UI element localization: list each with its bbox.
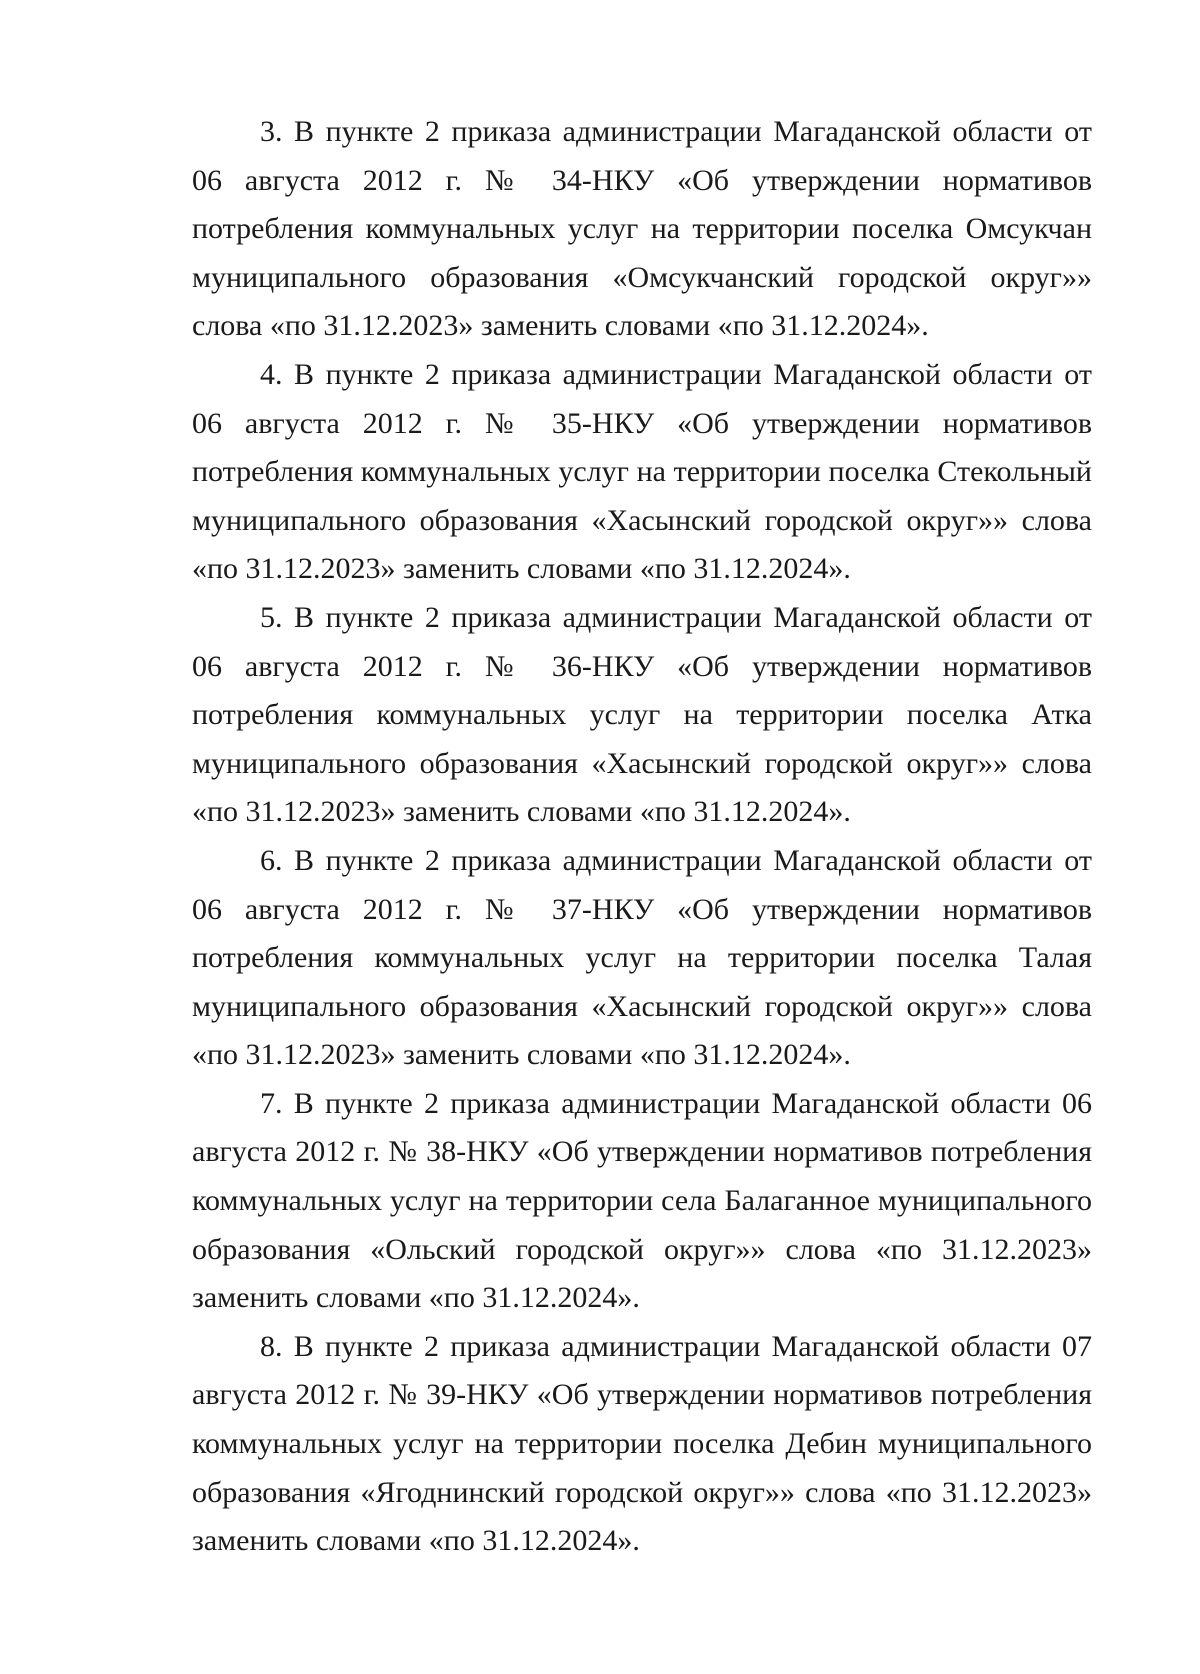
document-body xyxy=(192,108,1092,1566)
clause-4: 4. В пункте 2 приказа администрации Магаданской области от 06 августа 2012 г. № 35-НКУ «Об утверждении нормативов потребления коммунальных услуг на территории поселка Стекольный муниципального образования «Хасынский городской округ»» слова «по 31.12.2023» заменить словами «по 31.12.2024». xyxy=(192,357,1092,586)
clause-8: 8. В пункте 2 приказа администрации Магаданской области 07 августа 2012 г. № 39-НКУ «Об утверждении нормативов потребления коммунальных услуг на территории поселка Дебин муниципального образования «Ягоднинский городской округ»» слова «по 31.12.2023» заменить словами «по 31.12.2024». xyxy=(192,1329,1092,1558)
clause-7: 7. В пункте 2 приказа администрации Магаданской области 06 августа 2012 г. № 38-НКУ «Об утверждении нормативов потребления коммунальных услуг на территории села Балаганное муниципального образования «Ольский городской округ»» слова «по 31.12.2023» заменить словами «по 31.12.2024». xyxy=(192,1086,1092,1315)
clause-5: 5. В пункте 2 приказа администрации Магаданской области от 06 августа 2012 г. № 36-НКУ «Об утверждении нормативов потребления коммунальных услуг на территории поселка Атка муниципального образования «Хасынский городской округ»» слова «по 31.12.2023» заменить словами «по 31.12.2024». xyxy=(192,600,1092,829)
clause-6: 6. В пункте 2 приказа администрации Магаданской области от 06 августа 2012 г. № 37-НКУ «Об утверждении нормативов потребления коммунальных услуг на территории поселка Талая муниципального образования «Хасынский городской округ»» слова «по 31.12.2023» заменить словами «по 31.12.2024». xyxy=(192,843,1092,1072)
clause-3: 3. В пункте 2 приказа администрации Магаданской области от 06 августа 2012 г. № 34-НКУ «Об утверждении нормативов потребления коммунальных услуг на территории поселка Омсукчан муниципального образования «Омсукчанский городской округ»» слова «по 31.12.2023» заменить словами «по 31.12.2024». xyxy=(192,115,1092,343)
